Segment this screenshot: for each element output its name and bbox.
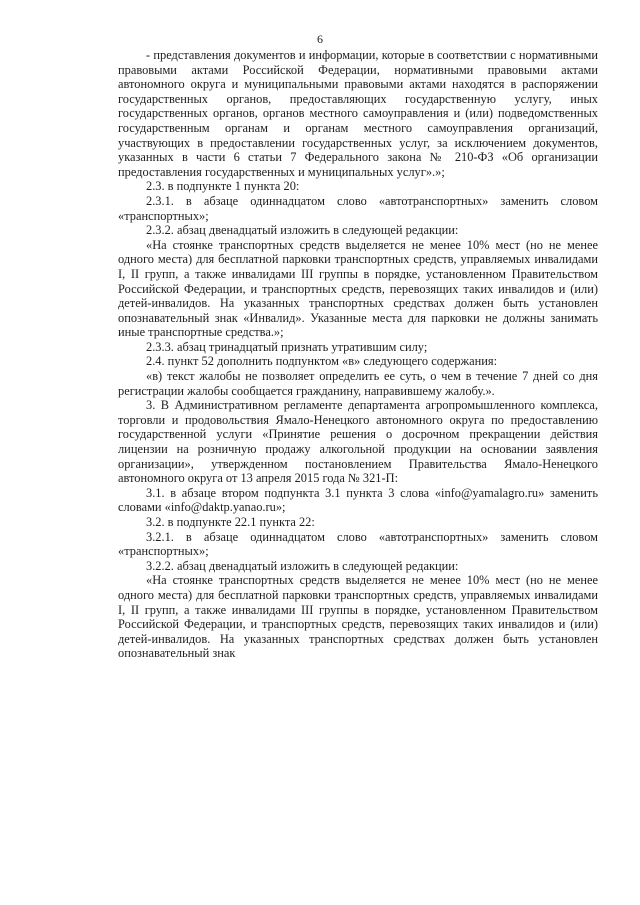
- paragraph: 2.3. в подпункте 1 пункта 20:: [146, 179, 300, 194]
- paragraph: «На стоянке транспортных средств выделяется не менее 10% мест (но не менее одного места) для бесплатной парковки транспортных средств, управляемых инвалидами I, II групп, а также инвалидами III группы в порядке, установленном Правительством Российской Федерации, и транспортных средств, перевозящих таких инвалидов и (или) детей-инвалидов. На указанных транспортных средствах должен быть установлен опознавательный знак: [118, 573, 598, 661]
- paragraph: - представления документов и информации, которые в соответствии с нормативными правовыми актами Российской Федерации, нормативными правовыми актами автономного округа и муниципальными правовыми актами находятся в распоряжении государственных органов, предоставляющих государственную услугу, иных государственных органов, органов местного самоуправления и (или) подведомственных государственным органам и органам местного самоуправления организаций, участвующих в предоставлении государственных услуг, за исключением документов, указанных в части 6 статьи 7 Федерального закона № 210-ФЗ «Об организации предоставления государственных и муниципальных услуг».»;: [118, 48, 598, 179]
- page-number: 6: [317, 32, 323, 46]
- paragraph: 2.3.1. в абзаце одиннадцатом слово «автотранспортных» заменить словом «транспортных»;: [118, 193, 598, 223]
- paragraph: 2.3.3. абзац тринадцатый признать утратившим силу;: [146, 339, 428, 354]
- paragraph: 3. В Административном регламенте департамента агропромышленного комплекса, торговли и продовольствия Ямало-Ненецкого автономного округа по предоставлению государственной услуги «Принятие решения о досрочном прекращении действия лицензии на розничную продажу алкогольной продукции на основании заявления организации», утвержденном постановлением Правительства Ямало-Ненецкого автономного округа от 13 апреля 2015 года № 321-П:: [118, 398, 598, 486]
- document-body: [118, 48, 598, 661]
- paragraph: 3.2.2. абзац двенадцатый изложить в следующей редакции:: [146, 558, 459, 573]
- paragraph: «в) текст жалобы не позволяет определить ее суть, о чем в течение 7 дней со дня регистрации жалобы сообщается гражданину, направившему жалобу.».: [118, 369, 598, 398]
- paragraph: 2.4. пункт 52 дополнить подпунктом «в» следующего содержания:: [146, 354, 498, 369]
- paragraph: 3.2. в подпункте 22.1 пункта 22:: [146, 515, 315, 529]
- paragraph: 3.2.1. в абзаце одиннадцатом слово «автотранспортных» заменить словом «транспортных»;: [118, 529, 598, 559]
- paragraph: 2.3.2. абзац двенадцатый изложить в следующей редакции:: [146, 223, 459, 238]
- paragraph: 3.1. в абзаце втором подпункта 3.1 пункта 3 слова «info@yamalagro.ru» заменить словами «info@daktp.yanao.ru»;: [118, 485, 598, 515]
- paragraph: «На стоянке транспортных средств выделяется не менее 10% мест (но не менее одного места) для бесплатной парковки транспортных средств, управляемых инвалидами I, II групп, а также инвалидами III группы в порядке, установленном Правительством Российской Федерации, и транспортных средств, перевозящих таких инвалидов и (или) детей-инвалидов. На указанных транспортных средствах должен быть установлен опознавательный знак «Инвалид». Указанные места для парковки не должны занимать иные транспортные средства.»;: [118, 237, 598, 340]
